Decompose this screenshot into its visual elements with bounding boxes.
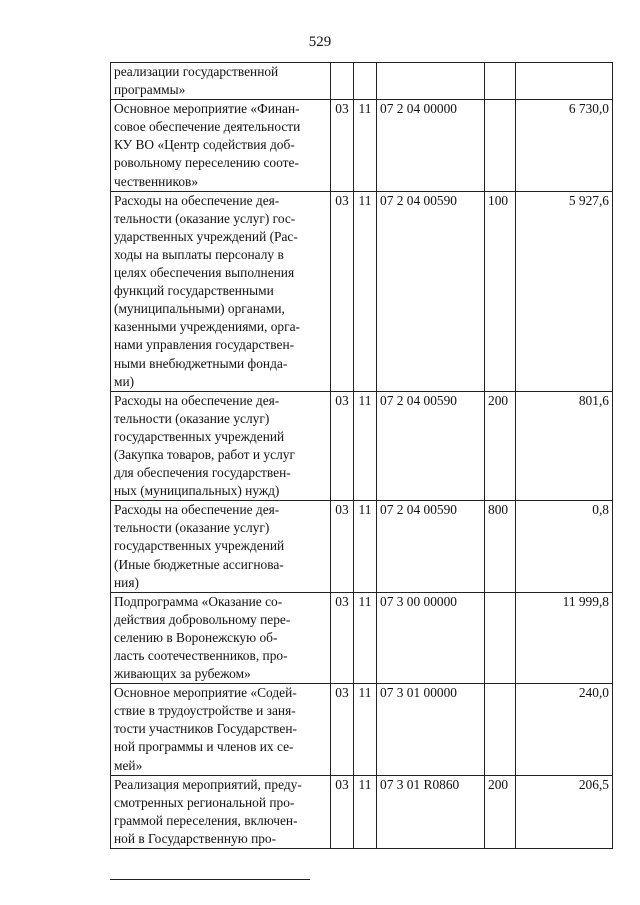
target-article-cell: 07 3 00 00000 bbox=[377, 592, 485, 683]
row-name-line: смотренных региональной про- bbox=[114, 794, 295, 810]
amount-cell: 206,5 bbox=[516, 775, 613, 848]
row-name-line: реализации государственной bbox=[114, 64, 279, 79]
row-name-line: ной в Государственную про- bbox=[114, 830, 277, 846]
row-name-cell bbox=[111, 684, 331, 775]
section-code-cell: 03 bbox=[331, 775, 354, 848]
table-row bbox=[111, 191, 613, 391]
row-name-line: ударственных учреждений (Рас- bbox=[114, 228, 298, 244]
row-name-line: Основное мероприятие «Содей- bbox=[114, 685, 297, 701]
row-name-cell bbox=[111, 501, 331, 592]
table-row bbox=[111, 501, 613, 592]
row-name-line: Расходы на обеспечение дея- bbox=[114, 502, 280, 518]
amount-cell: 240,0 bbox=[516, 684, 613, 775]
row-name-line: тости участников Государствен- bbox=[114, 721, 297, 737]
row-name-cell bbox=[111, 391, 331, 501]
target-article-cell: 07 3 01 00000 bbox=[377, 684, 485, 775]
footnote-divider bbox=[110, 879, 310, 880]
row-name-cell bbox=[111, 592, 331, 683]
target-article-cell: 07 2 04 00590 bbox=[377, 501, 485, 592]
table-row bbox=[111, 63, 613, 100]
row-name-line: тельности (оказание услуг) гос- bbox=[114, 210, 296, 226]
row-name-line: селению в Воронежскую об- bbox=[114, 629, 278, 645]
section-code-cell bbox=[331, 63, 354, 100]
row-name-line: функций государственными bbox=[114, 283, 274, 299]
row-name-cell bbox=[111, 100, 331, 191]
row-name-line: целях обеспечения выполнения bbox=[114, 265, 295, 281]
row-name-line: граммой переселения, включен- bbox=[114, 812, 298, 828]
expense-type-cell bbox=[485, 592, 516, 683]
row-name-line: тельности (оказание услуг) bbox=[114, 410, 270, 426]
row-name-line: программы» bbox=[114, 82, 186, 98]
subsection-code-cell bbox=[354, 63, 377, 100]
amount-cell: 11 999,8 bbox=[516, 592, 613, 683]
row-name-cell bbox=[111, 775, 331, 848]
target-article-cell: 07 2 04 00590 bbox=[377, 191, 485, 391]
target-article-cell bbox=[377, 63, 485, 100]
amount-cell: 6 730,0 bbox=[516, 100, 613, 191]
row-name-line: совое обеспечение деятельности bbox=[114, 119, 301, 135]
row-name-line: чественников» bbox=[114, 173, 199, 189]
budget-table bbox=[110, 62, 613, 849]
row-name-line: (Закупка товаров, работ и услуг bbox=[114, 446, 295, 462]
row-name-cell bbox=[111, 63, 331, 100]
row-name-line: Реализация мероприятий, преду- bbox=[114, 776, 302, 792]
row-name-line: действия добровольному пере- bbox=[114, 611, 291, 627]
section-code-cell: 03 bbox=[331, 100, 354, 191]
section-code-cell: 03 bbox=[331, 191, 354, 391]
subsection-code-cell: 11 bbox=[354, 684, 377, 775]
expense-type-cell bbox=[485, 684, 516, 775]
section-code-cell: 03 bbox=[331, 592, 354, 683]
row-name-line: ми) bbox=[114, 373, 135, 389]
expense-type-cell: 800 bbox=[485, 501, 516, 592]
page-number: 529 bbox=[308, 34, 332, 50]
table-row bbox=[111, 684, 613, 775]
row-name-line: живающих за рубежом» bbox=[114, 666, 251, 682]
subsection-code-cell: 11 bbox=[354, 501, 377, 592]
row-name-line: для обеспечения государствен- bbox=[114, 465, 291, 481]
amount-cell bbox=[516, 63, 613, 100]
subsection-code-cell: 11 bbox=[354, 391, 377, 501]
budget-table-body bbox=[111, 63, 613, 849]
row-name-line: казенными учреждениями, орга- bbox=[114, 319, 300, 335]
row-name-cell bbox=[111, 191, 331, 391]
table-row bbox=[111, 775, 613, 848]
amount-cell: 0,8 bbox=[516, 501, 613, 592]
expense-type-cell bbox=[485, 63, 516, 100]
target-article-cell: 07 2 04 00000 bbox=[377, 100, 485, 191]
expense-type-cell: 200 bbox=[485, 391, 516, 501]
section-code-cell: 03 bbox=[331, 391, 354, 501]
table-row bbox=[111, 592, 613, 683]
amount-cell: 801,6 bbox=[516, 391, 613, 501]
subsection-code-cell: 11 bbox=[354, 775, 377, 848]
amount-cell: 5 927,6 bbox=[516, 191, 613, 391]
subsection-code-cell: 11 bbox=[354, 592, 377, 683]
table-row bbox=[111, 391, 613, 501]
target-article-cell: 07 3 01 R0860 bbox=[377, 775, 485, 848]
row-name-line: Основное мероприятие «Финан- bbox=[114, 101, 300, 117]
row-name-line: ходы на выплаты персоналу в bbox=[114, 246, 284, 262]
row-name-line: ной программы и членов их се- bbox=[114, 739, 294, 755]
row-name-line: нами управления государствен- bbox=[114, 337, 295, 353]
subsection-code-cell: 11 bbox=[354, 100, 377, 191]
table-row bbox=[111, 100, 613, 191]
row-name-line: мей» bbox=[114, 757, 143, 773]
subsection-code-cell: 11 bbox=[354, 191, 377, 391]
row-name-line: ными внебюджетными фонда- bbox=[114, 355, 288, 371]
section-code-cell: 03 bbox=[331, 684, 354, 775]
row-name-line: (муниципальными) органами, bbox=[114, 301, 285, 317]
row-name-line: Расходы на обеспечение дея- bbox=[114, 192, 280, 208]
row-name-line: ровольному переселению сооте- bbox=[114, 155, 299, 171]
expense-type-cell bbox=[485, 100, 516, 191]
expense-type-cell: 100 bbox=[485, 191, 516, 391]
row-name-line: государственных учреждений bbox=[114, 538, 285, 554]
row-name-line: КУ ВО «Центр содействия доб- bbox=[114, 137, 295, 153]
row-name-line: тельности (оказание услуг) bbox=[114, 520, 270, 536]
row-name-line: ласть соотечественников, про- bbox=[114, 648, 288, 663]
section-code-cell: 03 bbox=[331, 501, 354, 592]
expense-type-cell: 200 bbox=[485, 775, 516, 848]
row-name-line: государственных учреждений bbox=[114, 428, 285, 444]
row-name-line: Расходы на обеспечение дея- bbox=[114, 392, 280, 408]
target-article-cell: 07 2 04 00590 bbox=[377, 391, 485, 501]
row-name-line: Подпрограмма «Оказание со- bbox=[114, 593, 283, 609]
row-name-line: ния) bbox=[114, 574, 139, 590]
row-name-line: ных (муниципальных) нужд) bbox=[114, 483, 280, 499]
row-name-line: (Иные бюджетные ассигнова- bbox=[114, 556, 284, 572]
row-name-line: ствие в трудоустройстве и заня- bbox=[114, 703, 296, 719]
